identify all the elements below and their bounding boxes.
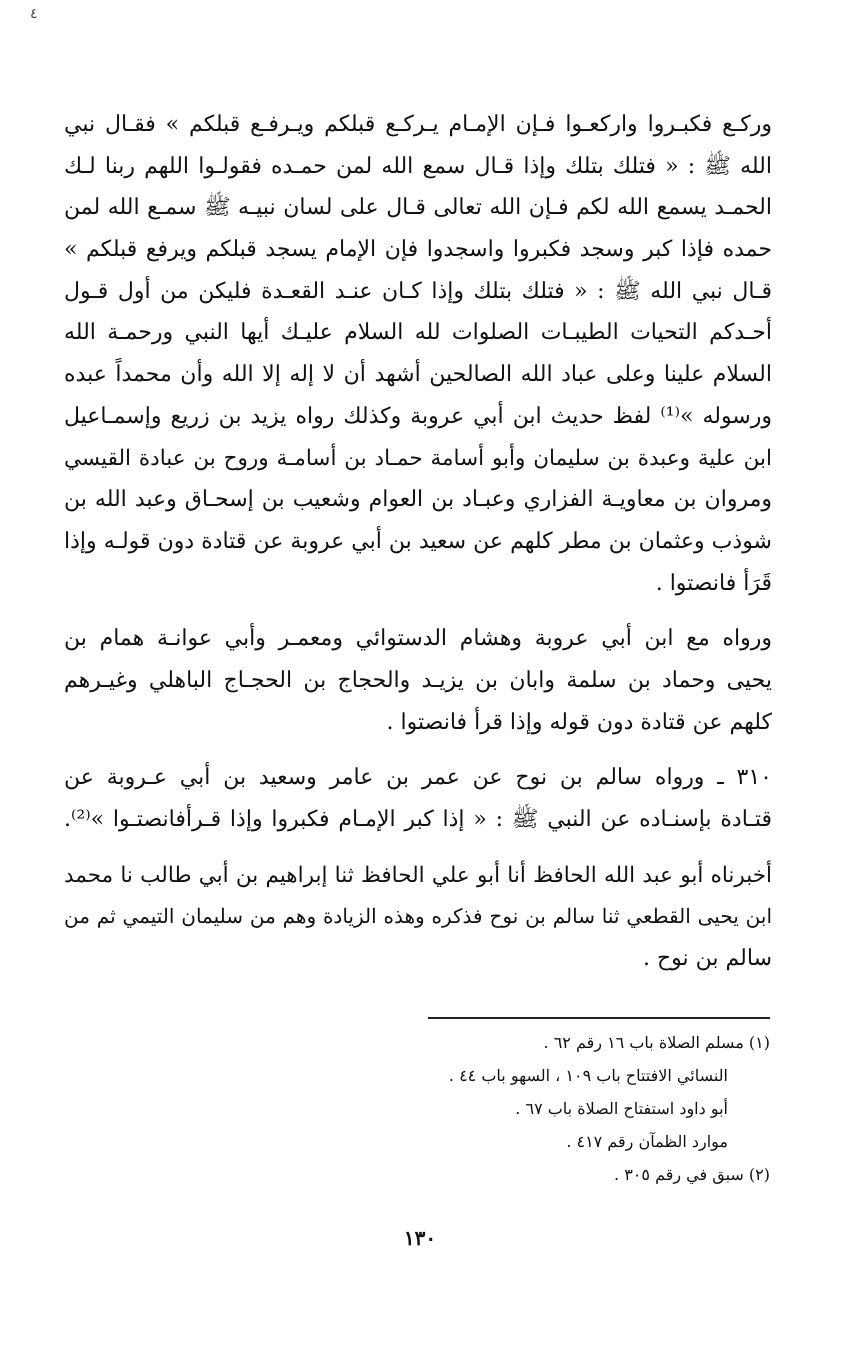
footnote-line: النسائي الافتتاح باب ١٠٩ ، السهو باب ٤٤ .: [448, 1066, 728, 1085]
page-number: ١٣٠: [403, 1226, 437, 1250]
text-line: حمده فإذا كبر وسجد فكبروا واسجدوا فإن الإمام يسجد قبلكم ويرفع قبلكم »: [64, 237, 772, 263]
text-line: أحـدكم التحيات الطيبـات الصلوات لله السلام عليـك أيها النبي ورحمـة الله: [64, 320, 772, 346]
footnote-line: أبو داود استفتاح الصلاة باب ٦٧ .: [515, 1099, 728, 1118]
main-text: [64, 104, 772, 980]
text-line: ابن يحيى القطعي ثنا سالم بن نوح فذكره وهذه الزيادة وهم من سليمان التيمي ثم من: [64, 904, 772, 929]
text-line: شوذب وعثمان بن مطر كلهم عن سعيد بن أبي عروبة عن قتادة دون قولـه وإذا: [64, 528, 772, 554]
text-line: السلام علينا وعلى عباد الله الصالحين أشهد أن لا إله إلا الله وأن محمداً عبده: [64, 362, 772, 388]
text-line: الله ﷺ : « فتلك بتلك وإذا قـال سمع الله لمن حمـده فقولـوا اللهم ربنا لـك: [64, 153, 772, 179]
text-line: ومروان بن معاويـة الفزاري وعبـاد بن العوام وشعيب بن إسحـاق وعبد الله بن: [64, 487, 772, 513]
text-line: وركـع فكبـروا واركعـوا فـإن الإمـام يـركـع قبلكم ويـرفـع قبلكم » فقـال نبي: [64, 112, 772, 137]
text-line: كلهم عن قتادة دون قوله وإذا قرأ فانصتوا .: [386, 709, 772, 735]
text-line: أخبرناه أبو عبد الله الحافظ أنا أبو علي الحافظ ثنا إبراهيم بن أبي طالب نا محمد: [64, 862, 772, 888]
text-line: ٣١٠ ـ ورواه سالم بن نوح عن عمر بن عامر وسعيد بن أبي عـروبة عن: [64, 765, 772, 791]
text-line: ورواه مع ابن أبي عروبة وهشام الدستوائي ومعمـر وأبي عوانـة همام بن: [64, 626, 772, 652]
paragraph-gap: [64, 841, 772, 855]
footnote-line: موارد الظمآن رقم ٤١٧ .: [566, 1132, 728, 1151]
text-line: قـال نبي الله ﷺ : « فتلك بتلك وإذا كـان عنـد القعـدة فليكن من أول قـول: [64, 278, 772, 304]
paragraph-gap: [64, 604, 772, 618]
footnotes: [360, 1026, 770, 1191]
text-line: قتـادة بإسنـاده عن النبي ﷺ : « إذا كبر الإمـام فكبروا وإذا قـرأفانصتـوا »⁽²⁾.: [64, 807, 772, 832]
text-line: سالم بن نوح .: [642, 946, 772, 972]
paragraph-gap: [64, 743, 772, 757]
text-line: ورسوله »⁽¹⁾ لفظ حديث ابن أبي عروبة وكذلك رواه يزيد بن زريع وإسمـاعيل: [64, 403, 772, 429]
corner-mark: ٤: [30, 6, 38, 22]
text-line: الحمـد يسمع الله لكم فـإن الله تعالى قـال على لسان نبيـه ﷺ سمـع الله لمن: [64, 195, 772, 221]
text-line: ابن علية وعبدة بن سليمان وأبو أسامة حمـاد بن أسامـة وروح بن عبادة القيسي: [64, 445, 772, 471]
text-line: يحيى وحماد بن سلمة وابان بن يزيـد والحجاج بن الحجـاج الباهلي وغيـرهم: [64, 667, 772, 693]
text-line: قَرَأ فانصتوا .: [655, 570, 772, 596]
footnote-line: (٢) سبق في رقم ٣٠٥ .: [614, 1165, 770, 1184]
footnote-divider: [428, 1017, 770, 1019]
footnote-line: (١) مسلم الصلاة باب ١٦ رقم ٦٢ .: [543, 1033, 770, 1052]
